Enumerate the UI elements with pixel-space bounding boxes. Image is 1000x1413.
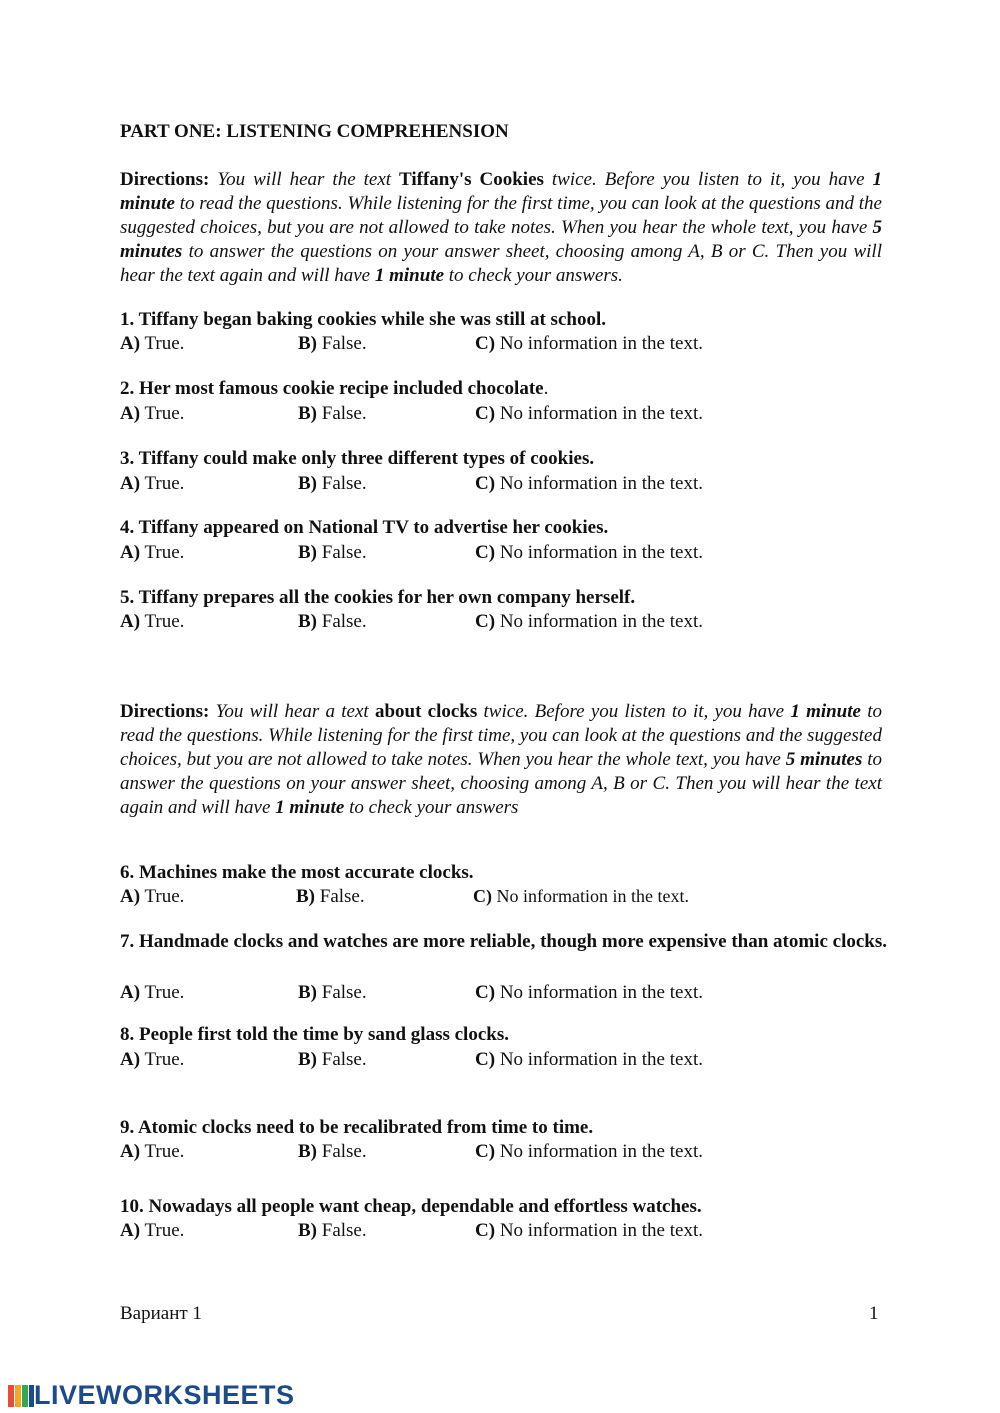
option-text: False. [315, 886, 365, 907]
answer-c[interactable] [475, 473, 703, 495]
option-letter: C) [475, 542, 496, 563]
answer-a[interactable] [120, 333, 184, 355]
option-letter: B) [298, 333, 317, 354]
directions-text: twice. Before you listen to it, you have [543, 169, 873, 190]
option-text: False. [317, 982, 367, 1003]
logo-text: LIVEWORKSHEETS [34, 1380, 295, 1410]
directions-bold: 1 minute [120, 169, 882, 214]
answer-b[interactable] [298, 333, 367, 355]
option-text: No information in the text. [495, 403, 703, 424]
directions-label: Directions: [120, 169, 210, 190]
option-letter: A) [120, 542, 141, 563]
option-text: False. [317, 473, 367, 494]
option-letter: B) [298, 403, 317, 424]
option-text: True. [140, 611, 185, 632]
option-letter: C) [475, 473, 496, 494]
option-text: No information in the text. [495, 1141, 703, 1162]
question-4: 4. Tiffany appeared on National TV to advertise her cookies. [120, 517, 609, 538]
directions-bold: about clocks [374, 701, 478, 722]
option-letter: B) [298, 982, 317, 1003]
directions-bold: Tiffany's Cookies [399, 169, 544, 190]
question-8: 8. People first told the time by sand glass clocks. [120, 1024, 509, 1045]
answer-a[interactable] [120, 542, 184, 564]
option-letter: C) [475, 333, 496, 354]
directions-bold: 1 minute [374, 265, 445, 286]
directions-text: to answer the questions on your answer sheet, choosing among A, B or C. Then you will hear the text again and will have [120, 749, 882, 818]
answer-b[interactable] [298, 1220, 367, 1242]
option-letter: B) [298, 1141, 317, 1162]
directions-text: to answer the questions on your answer sheet, choosing among A, B or C. Then you will hear the text again and will have [120, 241, 882, 286]
directions-bold: 5 minutes [120, 217, 882, 262]
question-3: 3. Tiffany could make only three different types of cookies. [120, 448, 595, 469]
option-letter: B) [298, 473, 317, 494]
directions-text: You will hear the text [209, 169, 400, 190]
option-text: False. [317, 333, 367, 354]
option-text: No information in the text. [495, 1049, 703, 1070]
answer-c[interactable] [475, 403, 703, 425]
option-text: True. [140, 473, 185, 494]
option-letter: C) [475, 403, 496, 424]
option-text: No information in the text. [495, 1220, 703, 1241]
option-text: No information in the text. [495, 473, 703, 494]
question-text: 2. Her most famous cookie recipe included chocolate [120, 378, 544, 399]
option-letter: C) [475, 1049, 496, 1070]
answer-c[interactable] [475, 333, 703, 355]
answer-a[interactable] [120, 982, 184, 1004]
page-title: PART ONE: LISTENING COMPREHENSION [120, 121, 509, 142]
option-letter: A) [120, 403, 141, 424]
answer-a[interactable] [120, 611, 184, 633]
option-letter: A) [120, 333, 141, 354]
option-letter: A) [120, 473, 141, 494]
answer-b[interactable] [298, 1141, 367, 1163]
question-2 [120, 376, 890, 401]
directions-bold: 1 minute [275, 797, 345, 818]
option-text: False. [317, 403, 367, 424]
answer-c[interactable] [475, 611, 703, 633]
question-6: 6. Machines make the most accurate clocks. [120, 862, 474, 883]
directions-label: Directions: [120, 701, 210, 722]
answer-c[interactable] [473, 886, 689, 907]
question-5: 5. Tiffany prepares all the cookies for her own company herself. [120, 587, 636, 608]
answer-c[interactable] [475, 542, 703, 564]
answer-c[interactable] [475, 982, 703, 1004]
option-letter: B) [296, 886, 315, 907]
option-letter: A) [120, 982, 141, 1003]
option-text: False. [317, 1049, 367, 1070]
answer-a[interactable] [120, 1220, 184, 1242]
option-text: No information in the text. [495, 982, 703, 1003]
option-text: True. [140, 886, 185, 907]
question-10: 10. Nowadays all people want cheap, dependable and effortless watches. [120, 1196, 702, 1217]
option-text: True. [140, 1141, 185, 1162]
option-letter: A) [120, 611, 141, 632]
option-text: True. [140, 333, 185, 354]
directions-text: to check your answers. [444, 265, 623, 286]
answer-a[interactable] [120, 473, 184, 495]
answer-b[interactable] [296, 886, 365, 908]
directions-text: You will hear a text [209, 701, 375, 722]
footer-variant: Вариант 1 [120, 1303, 202, 1324]
option-text: No information in the text. [495, 611, 703, 632]
option-letter: B) [298, 1049, 317, 1070]
option-letter: A) [120, 1049, 141, 1070]
answer-a[interactable] [120, 1141, 184, 1163]
option-text: True. [140, 982, 185, 1003]
option-text: False. [317, 611, 367, 632]
directions-text: to read the questions. While listening for the first time, you can look at the questions and the suggested choices, but you are not allowed to take notes. When you hear the whole text, you have [120, 701, 882, 770]
question-9: 9. Atomic clocks need to be recalibrated from time to time. [120, 1117, 594, 1138]
option-text: True. [140, 403, 185, 424]
option-letter: C) [475, 1141, 496, 1162]
directions-1 [120, 168, 882, 288]
answer-c[interactable] [475, 1220, 703, 1242]
logo-blocks-icon [8, 1383, 34, 1409]
question-suffix: . [543, 378, 549, 399]
question-7: 7. Handmade clocks and watches are more reliable, though more expensive than atomic clocks. [120, 931, 888, 952]
option-letter: A) [120, 1141, 141, 1162]
option-letter: B) [298, 611, 317, 632]
directions-2 [120, 700, 882, 820]
option-letter: C) [475, 982, 496, 1003]
answer-b[interactable] [298, 611, 367, 633]
directions-text: twice. Before you listen to it, you have [477, 701, 791, 722]
option-text: False. [317, 542, 367, 563]
option-text: No information in the text. [495, 333, 703, 354]
option-text: True. [140, 542, 185, 563]
answer-a[interactable] [120, 886, 184, 908]
answer-a[interactable] [120, 403, 184, 425]
answer-c[interactable] [475, 1049, 703, 1071]
option-text: True. [140, 1220, 185, 1241]
directions-bold: 5 minutes [785, 749, 863, 770]
answer-b[interactable] [298, 1049, 367, 1071]
answer-c[interactable] [475, 1141, 703, 1163]
answer-b[interactable] [298, 403, 367, 425]
page-number: 1 [869, 1303, 879, 1324]
option-letter: A) [120, 886, 141, 907]
question-1: 1. Tiffany began baking cookies while she was still at school. [120, 309, 606, 330]
option-letter: C) [473, 886, 492, 906]
directions-text: to read the questions. While listening for the first time, you can look at the questions and the suggested choices, but you are not allowed to take notes. When you hear the whole text, you have [120, 193, 882, 238]
answer-b[interactable] [298, 982, 367, 1004]
option-text: No information in the text. [492, 886, 689, 906]
option-letter: A) [120, 1220, 141, 1241]
directions-text: to check your answers [344, 797, 519, 818]
answer-b[interactable] [298, 473, 367, 495]
option-letter: C) [475, 611, 496, 632]
option-text: No information in the text. [495, 542, 703, 563]
answer-b[interactable] [298, 542, 367, 564]
option-text: False. [317, 1141, 367, 1162]
option-letter: B) [298, 542, 317, 563]
option-text: False. [317, 1220, 367, 1241]
answer-a[interactable] [120, 1049, 184, 1071]
option-letter: B) [298, 1220, 317, 1241]
liveworksheets-logo[interactable] [8, 1380, 295, 1411]
option-letter: C) [475, 1220, 496, 1241]
directions-bold: 1 minute [790, 701, 861, 722]
option-text: True. [140, 1049, 185, 1070]
